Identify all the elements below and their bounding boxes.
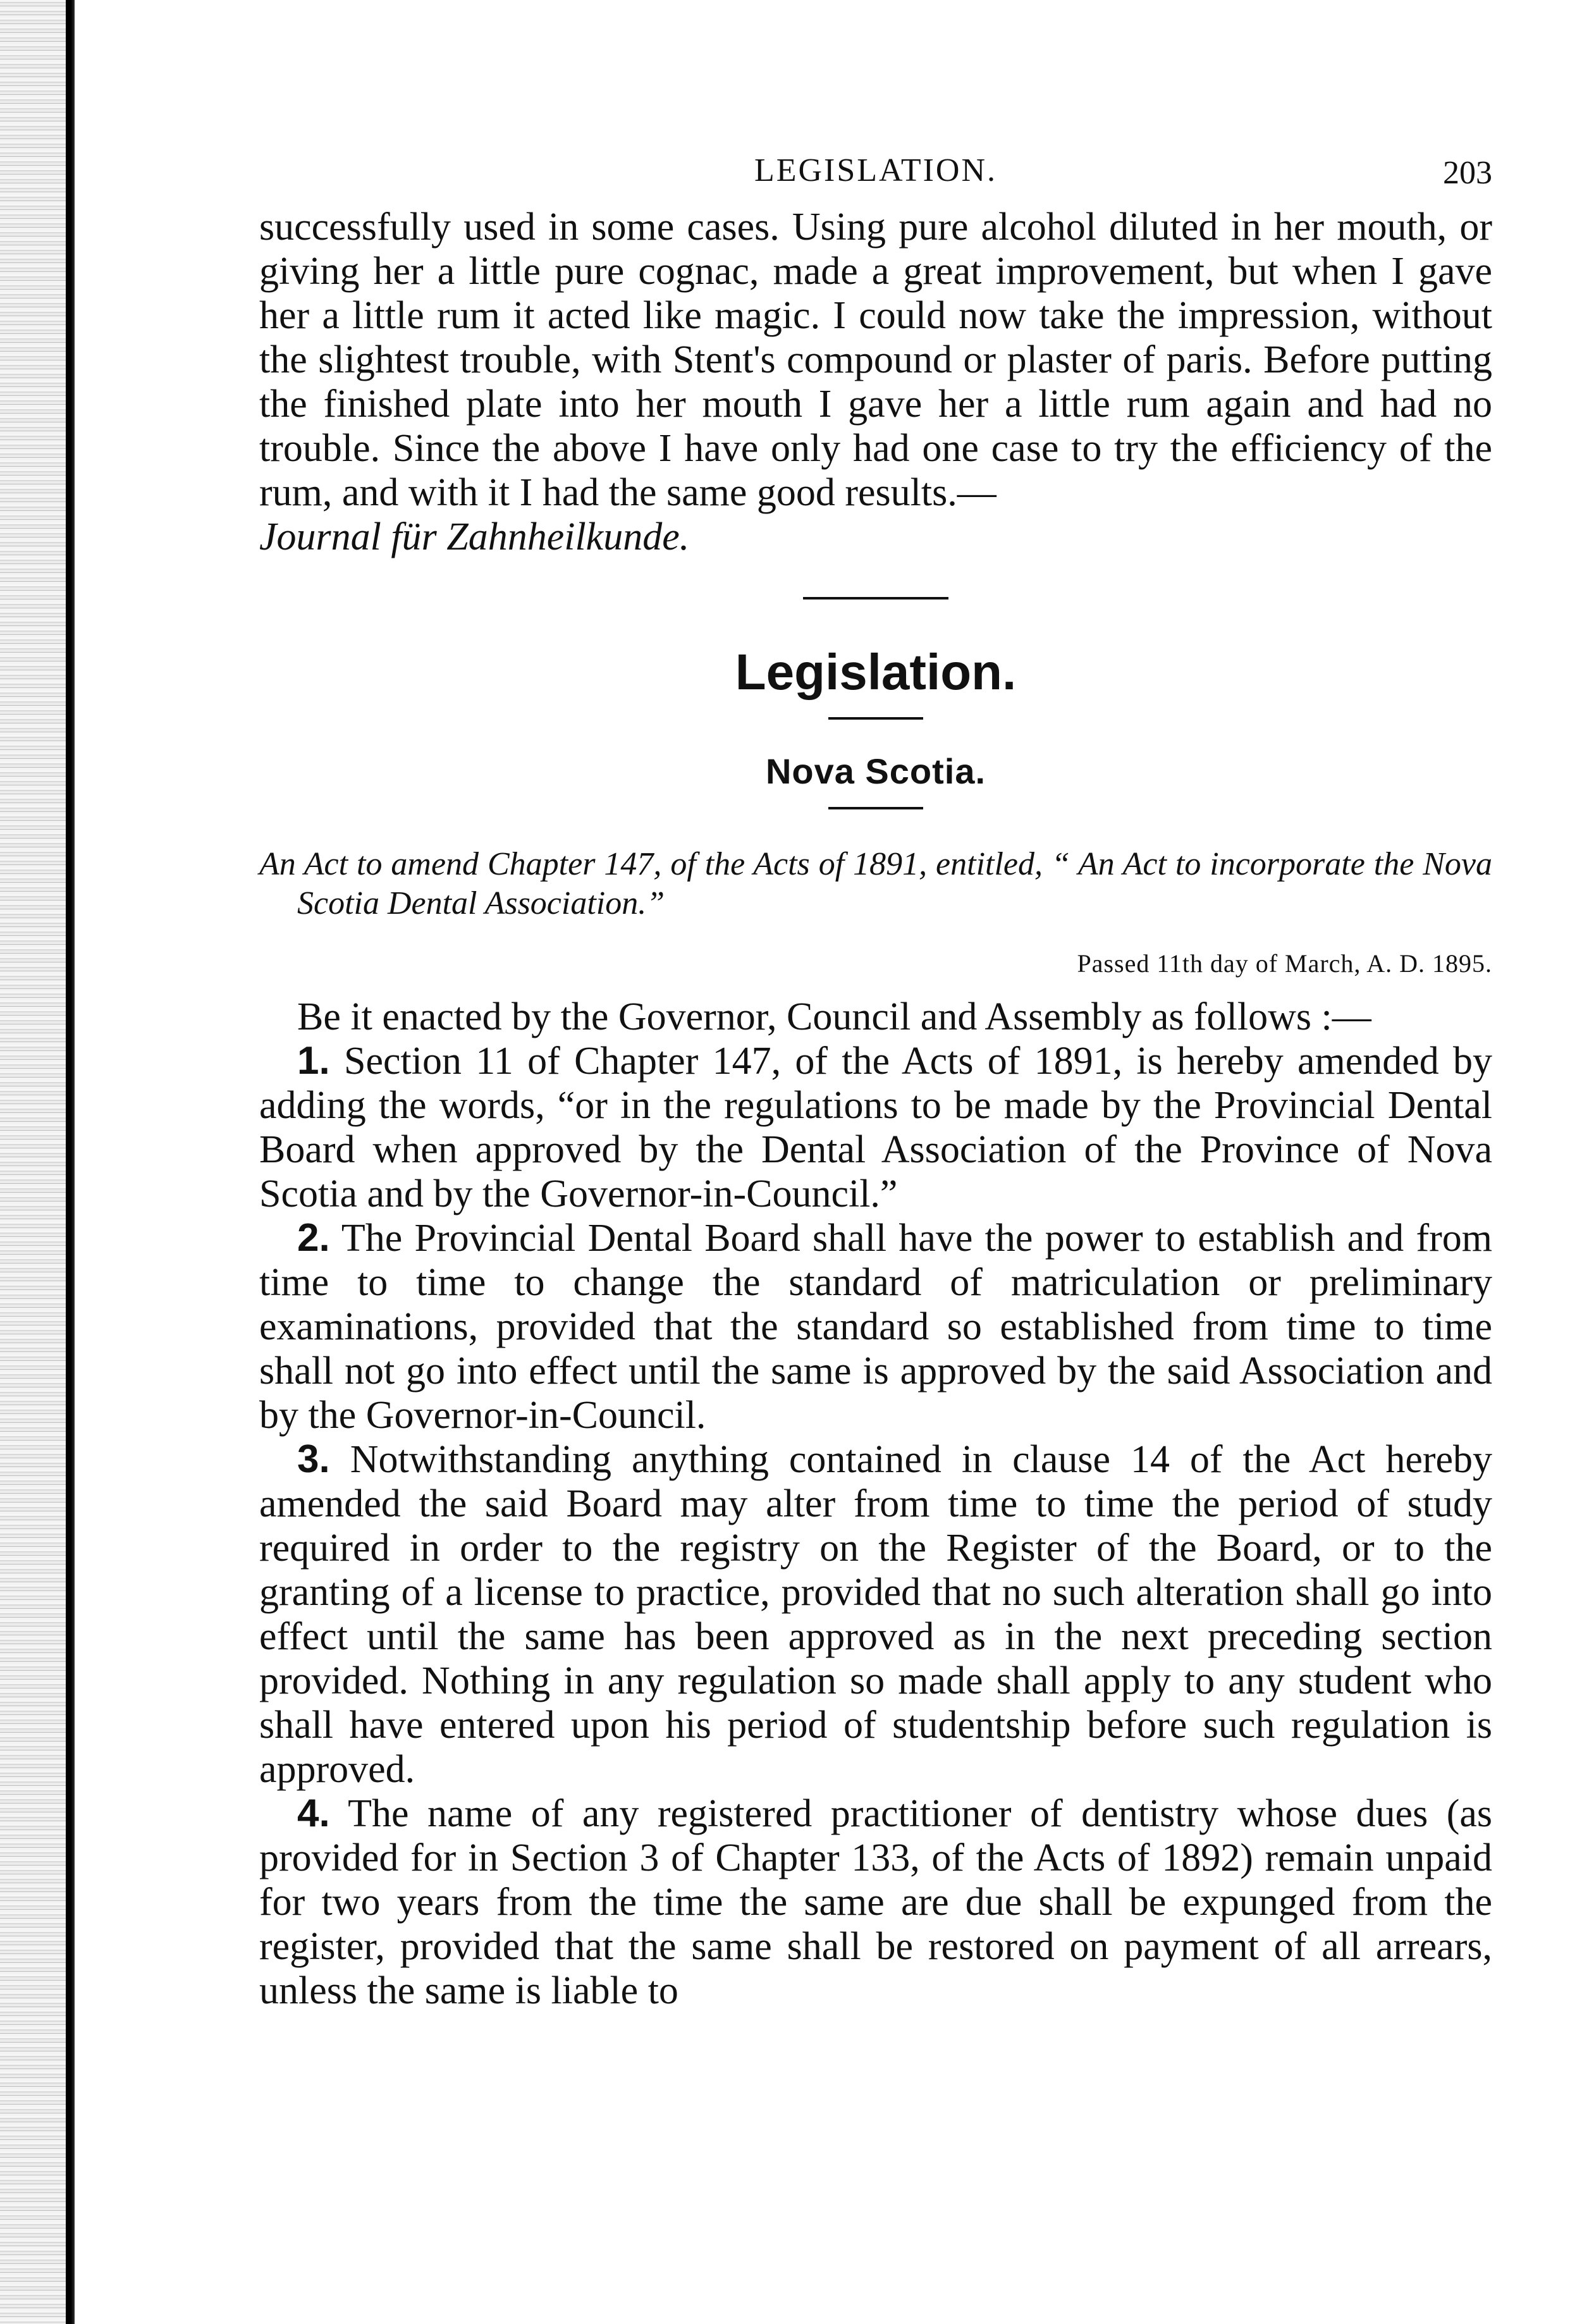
clause-text: Section 11 of Chapter 147, of the Acts of 1891, is hereby amended by adding the words, “or in the regulations to be made by the Provincial Dental Board when approved by the Dental Association of the Province of Nova Scotia and by the Governor-in-Council.” (259, 1040, 1492, 1215)
clause-2 (259, 1216, 1492, 1437)
clause-number: 1. (297, 1039, 330, 1083)
enacting-clause: Be it enacted by the Governor, Council and Assembly as follows :— (297, 995, 1371, 1038)
clause-text: Notwithstanding anything contained in clause 14 of the Act hereby amended the said Board may alter from time to time the period of study required in order to the registry on the Register of the Board, or to the granting of a license to practice, provided that no such alteration shall go into effect until the same has been approved as in the next preceding section provided. Nothing in any regulation so made shall apply to any student who shall have entered upon his period of studentship before such regulation is approved. (259, 1438, 1492, 1791)
act-title: An Act to amend Chapter 147, of the Acts of 1891, entitled, “ An Act to incorporate the Nova Scotia Dental Association.” (259, 846, 1492, 921)
binding-edge (66, 0, 75, 2324)
binding-gutter (0, 0, 75, 2324)
section-title: Legislation. (735, 644, 1017, 700)
previous-article-body: successfully used in some cases. Using pure alcohol diluted in her mouth, or giving her a little pure cognac, made a great improvement, but when I gave her a little rum it acted like magic. I could now take the impression, without the slightest trouble, with Stent's compound or plaster of paris. Before putting the finished plate into her mouth I gave her a little rum again and had no trouble. Since the above I have only had one case to try the efficiency of the rum, and with it I had the same good results.— (259, 206, 1492, 514)
separator-rule (803, 597, 948, 599)
clause-4 (259, 1792, 1492, 2013)
previous-article-source: Journal für Zahnheilkunde. (259, 515, 690, 558)
clause-1 (259, 1039, 1492, 1216)
page-number: 203 (1443, 155, 1492, 191)
running-title: LEGISLATION. (754, 152, 998, 188)
section-subtitle: Nova Scotia. (765, 751, 986, 791)
subtitle-rule (828, 807, 923, 809)
running-head (259, 152, 1492, 196)
clause-number: 3. (297, 1437, 330, 1481)
clause-number: 4. (297, 1792, 330, 1835)
act-passed-date: Passed 11th day of March, A. D. 1895. (1077, 949, 1492, 978)
clause-text: The name of any registered practitioner of dentistry whose dues (as provided for in Section 3 of Chapter 133, of the Acts of 1892) remain unpaid for two years from the time the same are due shall be expunged from the register, provided that the same shall be restored on payment of all arrears, unless the same is liable to (259, 1792, 1492, 2012)
previous-article-text (259, 205, 1492, 559)
book-page (259, 152, 1492, 2013)
title-rule (828, 717, 923, 720)
clause-number: 2. (297, 1216, 330, 1260)
clause-3 (259, 1437, 1492, 1792)
clause-text: The Provincial Dental Board shall have the power to establish and from time to time to change the standard of matriculation or preliminary examinations, provided that the standard so established from time to time shall not go into effect until the same is approved by the said Association and by the Governor-in-Council. (259, 1217, 1492, 1437)
